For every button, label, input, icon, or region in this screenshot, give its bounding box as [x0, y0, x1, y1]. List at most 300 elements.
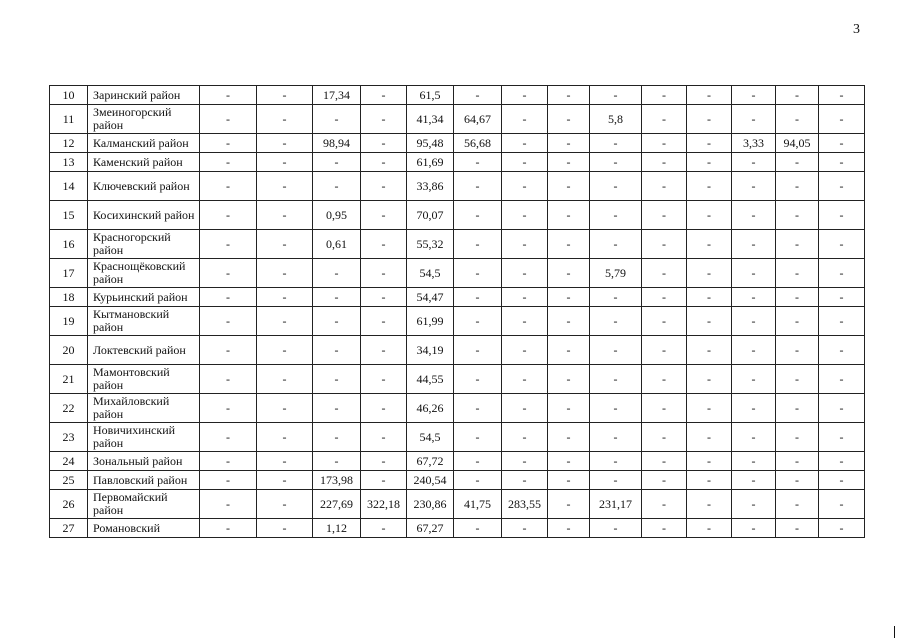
value-cell: -	[548, 336, 590, 365]
value-cell: -	[361, 307, 407, 336]
value-cell: -	[819, 336, 865, 365]
value-cell: -	[590, 519, 642, 538]
value-cell: 230,86	[407, 490, 454, 519]
value-cell: -	[732, 153, 776, 172]
value-cell: -	[687, 365, 732, 394]
value-cell: -	[502, 519, 548, 538]
table-row	[50, 230, 865, 259]
value-cell: -	[776, 259, 819, 288]
value-cell: -	[687, 490, 732, 519]
value-cell: 54,5	[407, 423, 454, 452]
value-cell: -	[200, 153, 257, 172]
value-cell: -	[548, 259, 590, 288]
value-cell: -	[257, 365, 313, 394]
table-row	[50, 105, 865, 134]
value-cell: -	[313, 288, 361, 307]
value-cell: -	[361, 86, 407, 105]
value-cell: -	[361, 288, 407, 307]
value-cell: -	[590, 86, 642, 105]
value-cell: -	[819, 394, 865, 423]
value-cell: -	[732, 336, 776, 365]
value-cell: -	[642, 471, 687, 490]
value-cell: -	[687, 394, 732, 423]
value-cell: -	[502, 307, 548, 336]
value-cell: -	[642, 201, 687, 230]
data-table	[49, 85, 865, 538]
value-cell: -	[200, 452, 257, 471]
value-cell: 67,72	[407, 452, 454, 471]
district-name: Змеиногорский район	[88, 105, 200, 134]
value-cell: -	[454, 259, 502, 288]
value-cell: -	[454, 336, 502, 365]
district-name: Новичихинский район	[88, 423, 200, 452]
value-cell: -	[257, 452, 313, 471]
value-cell: -	[776, 423, 819, 452]
row-number: 27	[50, 519, 88, 538]
value-cell: -	[502, 471, 548, 490]
value-cell: -	[590, 471, 642, 490]
value-cell: -	[732, 394, 776, 423]
district-name: Кытмановский район	[88, 307, 200, 336]
value-cell: -	[776, 288, 819, 307]
row-number: 11	[50, 105, 88, 134]
value-cell: -	[732, 201, 776, 230]
value-cell: -	[776, 86, 819, 105]
value-cell: -	[819, 452, 865, 471]
value-cell: -	[454, 230, 502, 259]
value-cell: -	[200, 259, 257, 288]
value-cell: -	[361, 172, 407, 201]
row-number: 22	[50, 394, 88, 423]
value-cell: -	[361, 471, 407, 490]
value-cell: -	[257, 423, 313, 452]
row-number: 18	[50, 288, 88, 307]
value-cell: -	[313, 172, 361, 201]
row-number: 17	[50, 259, 88, 288]
value-cell: -	[548, 153, 590, 172]
value-cell: -	[548, 86, 590, 105]
value-cell: -	[502, 153, 548, 172]
row-number: 15	[50, 201, 88, 230]
value-cell: -	[361, 394, 407, 423]
value-cell: -	[732, 519, 776, 538]
value-cell: -	[819, 105, 865, 134]
row-number: 14	[50, 172, 88, 201]
district-name: Косихинский район	[88, 201, 200, 230]
value-cell: -	[257, 471, 313, 490]
row-number: 20	[50, 336, 88, 365]
value-cell: -	[200, 394, 257, 423]
district-name: Зональный район	[88, 452, 200, 471]
value-cell: -	[642, 153, 687, 172]
table-row	[50, 471, 865, 490]
value-cell: 41,75	[454, 490, 502, 519]
value-cell: -	[548, 230, 590, 259]
value-cell: -	[200, 471, 257, 490]
value-cell: -	[732, 105, 776, 134]
value-cell: -	[687, 471, 732, 490]
value-cell: 33,86	[407, 172, 454, 201]
value-cell: -	[642, 423, 687, 452]
value-cell: -	[313, 423, 361, 452]
value-cell: -	[590, 153, 642, 172]
value-cell: -	[590, 307, 642, 336]
value-cell: -	[200, 230, 257, 259]
value-cell: -	[257, 307, 313, 336]
value-cell: -	[257, 172, 313, 201]
value-cell: -	[454, 288, 502, 307]
value-cell: -	[819, 134, 865, 153]
value-cell: 64,67	[454, 105, 502, 134]
value-cell: -	[642, 307, 687, 336]
district-name: Локтевский район	[88, 336, 200, 365]
value-cell: -	[548, 172, 590, 201]
table-row	[50, 172, 865, 201]
value-cell: -	[257, 490, 313, 519]
value-cell: 95,48	[407, 134, 454, 153]
value-cell: -	[502, 452, 548, 471]
value-cell: -	[502, 423, 548, 452]
value-cell: -	[548, 519, 590, 538]
value-cell: -	[687, 307, 732, 336]
value-cell: -	[732, 423, 776, 452]
table-row	[50, 394, 865, 423]
value-cell: -	[502, 288, 548, 307]
value-cell: -	[642, 452, 687, 471]
value-cell: -	[776, 307, 819, 336]
value-cell: 17,34	[313, 86, 361, 105]
value-cell: -	[454, 365, 502, 394]
value-cell: -	[200, 336, 257, 365]
value-cell: -	[819, 201, 865, 230]
value-cell: -	[257, 230, 313, 259]
value-cell: -	[687, 172, 732, 201]
value-cell: -	[361, 230, 407, 259]
value-cell: -	[257, 288, 313, 307]
value-cell: -	[454, 423, 502, 452]
value-cell: -	[819, 86, 865, 105]
value-cell: -	[590, 336, 642, 365]
value-cell: -	[313, 153, 361, 172]
value-cell: -	[454, 519, 502, 538]
value-cell: -	[687, 288, 732, 307]
value-cell: 240,54	[407, 471, 454, 490]
value-cell: -	[590, 452, 642, 471]
value-cell: -	[776, 201, 819, 230]
value-cell: -	[548, 288, 590, 307]
value-cell: 70,07	[407, 201, 454, 230]
value-cell: -	[257, 394, 313, 423]
value-cell: -	[361, 519, 407, 538]
value-cell: -	[642, 519, 687, 538]
value-cell: -	[590, 172, 642, 201]
value-cell: 41,34	[407, 105, 454, 134]
value-cell: -	[687, 259, 732, 288]
value-cell: -	[776, 172, 819, 201]
value-cell: -	[642, 172, 687, 201]
value-cell: -	[454, 394, 502, 423]
value-cell: -	[590, 230, 642, 259]
value-cell: -	[548, 307, 590, 336]
district-name: Романовский	[88, 519, 200, 538]
value-cell: 67,27	[407, 519, 454, 538]
value-cell: -	[687, 452, 732, 471]
value-cell: -	[313, 394, 361, 423]
value-cell: -	[257, 336, 313, 365]
value-cell: -	[776, 452, 819, 471]
value-cell: -	[502, 201, 548, 230]
value-cell: 61,99	[407, 307, 454, 336]
value-cell: -	[502, 365, 548, 394]
table-row	[50, 423, 865, 452]
value-cell: -	[776, 365, 819, 394]
value-cell: -	[548, 423, 590, 452]
value-cell: -	[642, 336, 687, 365]
value-cell: -	[819, 288, 865, 307]
value-cell: -	[548, 471, 590, 490]
value-cell: -	[257, 105, 313, 134]
value-cell: -	[548, 365, 590, 394]
value-cell: 54,5	[407, 259, 454, 288]
value-cell: -	[687, 230, 732, 259]
value-cell: -	[776, 519, 819, 538]
value-cell: -	[200, 365, 257, 394]
value-cell: -	[257, 259, 313, 288]
value-cell: -	[732, 259, 776, 288]
value-cell: -	[590, 288, 642, 307]
value-cell: -	[454, 201, 502, 230]
value-cell: 1,12	[313, 519, 361, 538]
value-cell: -	[642, 365, 687, 394]
value-cell: -	[454, 153, 502, 172]
value-cell: -	[200, 490, 257, 519]
value-cell: -	[642, 105, 687, 134]
value-cell: 61,69	[407, 153, 454, 172]
value-cell: -	[819, 423, 865, 452]
value-cell: -	[313, 452, 361, 471]
value-cell: -	[502, 259, 548, 288]
table-row	[50, 153, 865, 172]
value-cell: -	[502, 105, 548, 134]
value-cell: -	[361, 336, 407, 365]
district-name: Мамонтовский район	[88, 365, 200, 394]
value-cell: -	[732, 452, 776, 471]
value-cell: -	[548, 134, 590, 153]
value-cell: 46,26	[407, 394, 454, 423]
row-number: 24	[50, 452, 88, 471]
value-cell: -	[819, 471, 865, 490]
value-cell: 0,95	[313, 201, 361, 230]
value-cell: -	[454, 307, 502, 336]
row-number: 19	[50, 307, 88, 336]
value-cell: -	[257, 201, 313, 230]
district-name: Ключевский район	[88, 172, 200, 201]
value-cell: -	[200, 172, 257, 201]
value-cell: -	[687, 423, 732, 452]
value-cell: -	[361, 134, 407, 153]
table-row	[50, 86, 865, 105]
value-cell: 98,94	[313, 134, 361, 153]
value-cell: -	[502, 172, 548, 201]
value-cell: -	[590, 423, 642, 452]
value-cell: -	[732, 230, 776, 259]
value-cell: 5,79	[590, 259, 642, 288]
value-cell: -	[454, 172, 502, 201]
value-cell: -	[642, 288, 687, 307]
value-cell: -	[313, 365, 361, 394]
value-cell: -	[732, 172, 776, 201]
table-row	[50, 452, 865, 471]
value-cell: -	[687, 336, 732, 365]
value-cell: -	[200, 519, 257, 538]
table-row	[50, 519, 865, 538]
page-number: 3	[853, 22, 860, 37]
value-cell: -	[548, 490, 590, 519]
value-cell: -	[590, 134, 642, 153]
value-cell: -	[361, 423, 407, 452]
value-cell: -	[200, 423, 257, 452]
value-cell: 0,61	[313, 230, 361, 259]
value-cell: -	[687, 519, 732, 538]
value-cell: -	[548, 201, 590, 230]
district-name: Курьинский район	[88, 288, 200, 307]
district-name: Красногорский район	[88, 230, 200, 259]
value-cell: 322,18	[361, 490, 407, 519]
value-cell: 61,5	[407, 86, 454, 105]
value-cell: -	[590, 365, 642, 394]
value-cell: 34,19	[407, 336, 454, 365]
value-cell: -	[200, 86, 257, 105]
value-cell: -	[732, 490, 776, 519]
value-cell: 44,55	[407, 365, 454, 394]
value-cell: -	[732, 288, 776, 307]
row-number: 23	[50, 423, 88, 452]
value-cell: 55,32	[407, 230, 454, 259]
value-cell: -	[732, 365, 776, 394]
district-name: Калманский район	[88, 134, 200, 153]
value-cell: -	[819, 365, 865, 394]
table-row	[50, 307, 865, 336]
value-cell: -	[819, 230, 865, 259]
value-cell: -	[548, 105, 590, 134]
value-cell: -	[819, 490, 865, 519]
value-cell: -	[732, 471, 776, 490]
value-cell: -	[313, 307, 361, 336]
value-cell: -	[454, 471, 502, 490]
value-cell: -	[361, 452, 407, 471]
value-cell: -	[361, 153, 407, 172]
value-cell: -	[687, 201, 732, 230]
value-cell: -	[502, 134, 548, 153]
value-cell: -	[642, 490, 687, 519]
edge-mark	[894, 626, 895, 638]
value-cell: -	[819, 153, 865, 172]
value-cell: -	[200, 105, 257, 134]
value-cell: 56,68	[454, 134, 502, 153]
value-cell: -	[776, 105, 819, 134]
value-cell: 173,98	[313, 471, 361, 490]
value-cell: -	[642, 86, 687, 105]
value-cell: -	[257, 134, 313, 153]
value-cell: 94,05	[776, 134, 819, 153]
row-number: 21	[50, 365, 88, 394]
value-cell: -	[257, 519, 313, 538]
value-cell: -	[200, 288, 257, 307]
value-cell: -	[687, 105, 732, 134]
table-row	[50, 134, 865, 153]
value-cell: -	[200, 201, 257, 230]
district-name: Павловский район	[88, 471, 200, 490]
table-row	[50, 490, 865, 519]
value-cell: 231,17	[590, 490, 642, 519]
value-cell: -	[776, 471, 819, 490]
value-cell: -	[687, 153, 732, 172]
value-cell: -	[819, 307, 865, 336]
district-name: Заринский район	[88, 86, 200, 105]
row-number: 12	[50, 134, 88, 153]
value-cell: -	[548, 394, 590, 423]
table-row	[50, 259, 865, 288]
value-cell: 227,69	[313, 490, 361, 519]
value-cell: -	[502, 86, 548, 105]
value-cell: -	[361, 201, 407, 230]
value-cell: -	[361, 365, 407, 394]
row-number: 10	[50, 86, 88, 105]
district-name: Каменский район	[88, 153, 200, 172]
table-row	[50, 288, 865, 307]
district-name: Краснощёковский район	[88, 259, 200, 288]
value-cell: -	[687, 86, 732, 105]
value-cell: -	[776, 336, 819, 365]
value-cell: -	[548, 452, 590, 471]
value-cell: -	[361, 259, 407, 288]
value-cell: -	[642, 394, 687, 423]
value-cell: 3,33	[732, 134, 776, 153]
value-cell: -	[313, 259, 361, 288]
table-row	[50, 201, 865, 230]
value-cell: -	[257, 153, 313, 172]
row-number: 26	[50, 490, 88, 519]
value-cell: -	[502, 230, 548, 259]
value-cell: -	[200, 307, 257, 336]
district-name: Первомайский район	[88, 490, 200, 519]
table-row	[50, 365, 865, 394]
value-cell: -	[687, 134, 732, 153]
value-cell: -	[454, 86, 502, 105]
district-name: Михайловский район	[88, 394, 200, 423]
value-cell: -	[257, 86, 313, 105]
value-cell: 5,8	[590, 105, 642, 134]
value-cell: -	[642, 134, 687, 153]
value-cell: -	[502, 394, 548, 423]
value-cell: 54,47	[407, 288, 454, 307]
value-cell: 283,55	[502, 490, 548, 519]
value-cell: -	[776, 230, 819, 259]
row-number: 13	[50, 153, 88, 172]
value-cell: -	[590, 201, 642, 230]
value-cell: -	[642, 259, 687, 288]
value-cell: -	[732, 86, 776, 105]
row-number: 25	[50, 471, 88, 490]
value-cell: -	[200, 134, 257, 153]
value-cell: -	[454, 452, 502, 471]
value-cell: -	[642, 230, 687, 259]
value-cell: -	[313, 105, 361, 134]
value-cell: -	[776, 490, 819, 519]
value-cell: -	[819, 519, 865, 538]
value-cell: -	[590, 394, 642, 423]
value-cell: -	[361, 105, 407, 134]
